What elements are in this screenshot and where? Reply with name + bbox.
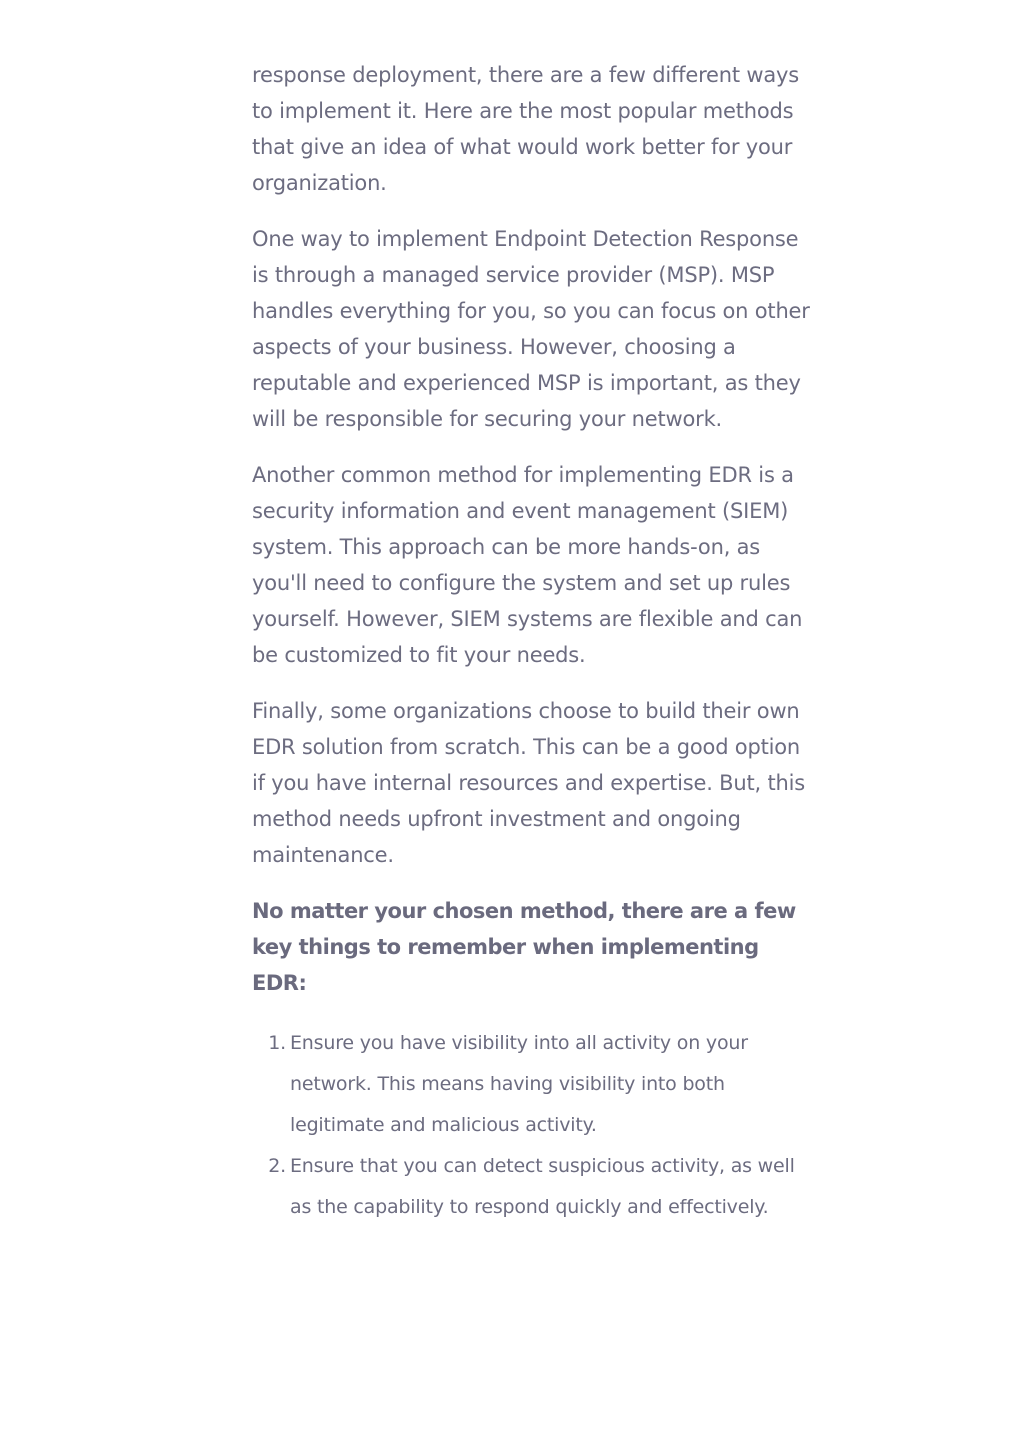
list-item (252, 1146, 812, 1228)
paragraph-msp: One way to implement Endpoint Detection Response is through a managed service provider (MSP). MSP handles everything for you, so you can focus on other aspects of your business. However, choosing a reputable and experienced MSP is important, as they will be responsible for securing your network. (252, 227, 810, 431)
list-item (252, 1023, 812, 1146)
list-item-text: Ensure that you can detect suspicious activity, as well as the capability to respond quickly and effectively. (290, 1155, 795, 1218)
list-item-number: 1. (268, 1032, 286, 1054)
paragraph-intro: response deployment, there are a few different ways to implement it. Here are the most popular methods that give an idea of what would work better for your organization. (252, 63, 799, 195)
key-things-callout: No matter your chosen method, there are a few key things to remember when implementing EDR: (252, 899, 796, 995)
paragraph-build-own: Finally, some organizations choose to build their own EDR solution from scratch. This can be a good option if you have internal resources and expertise. But, this method needs upfront investment and ongoing maintenance. (252, 699, 806, 867)
article-body (252, 57, 812, 1228)
paragraph-siem: Another common method for implementing EDR is a security information and event management (SIEM) system. This approach can be more hands-on, as you'll need to configure the system and set up rules yourself. However, SIEM systems are flexible and can be customized to fit your needs. (252, 463, 803, 667)
key-things-list (252, 1023, 812, 1228)
list-item-text: Ensure you have visibility into all activity on your network. This means having visibility into both legitimate and malicious activity. (290, 1032, 748, 1136)
list-item-number: 2. (268, 1155, 286, 1177)
